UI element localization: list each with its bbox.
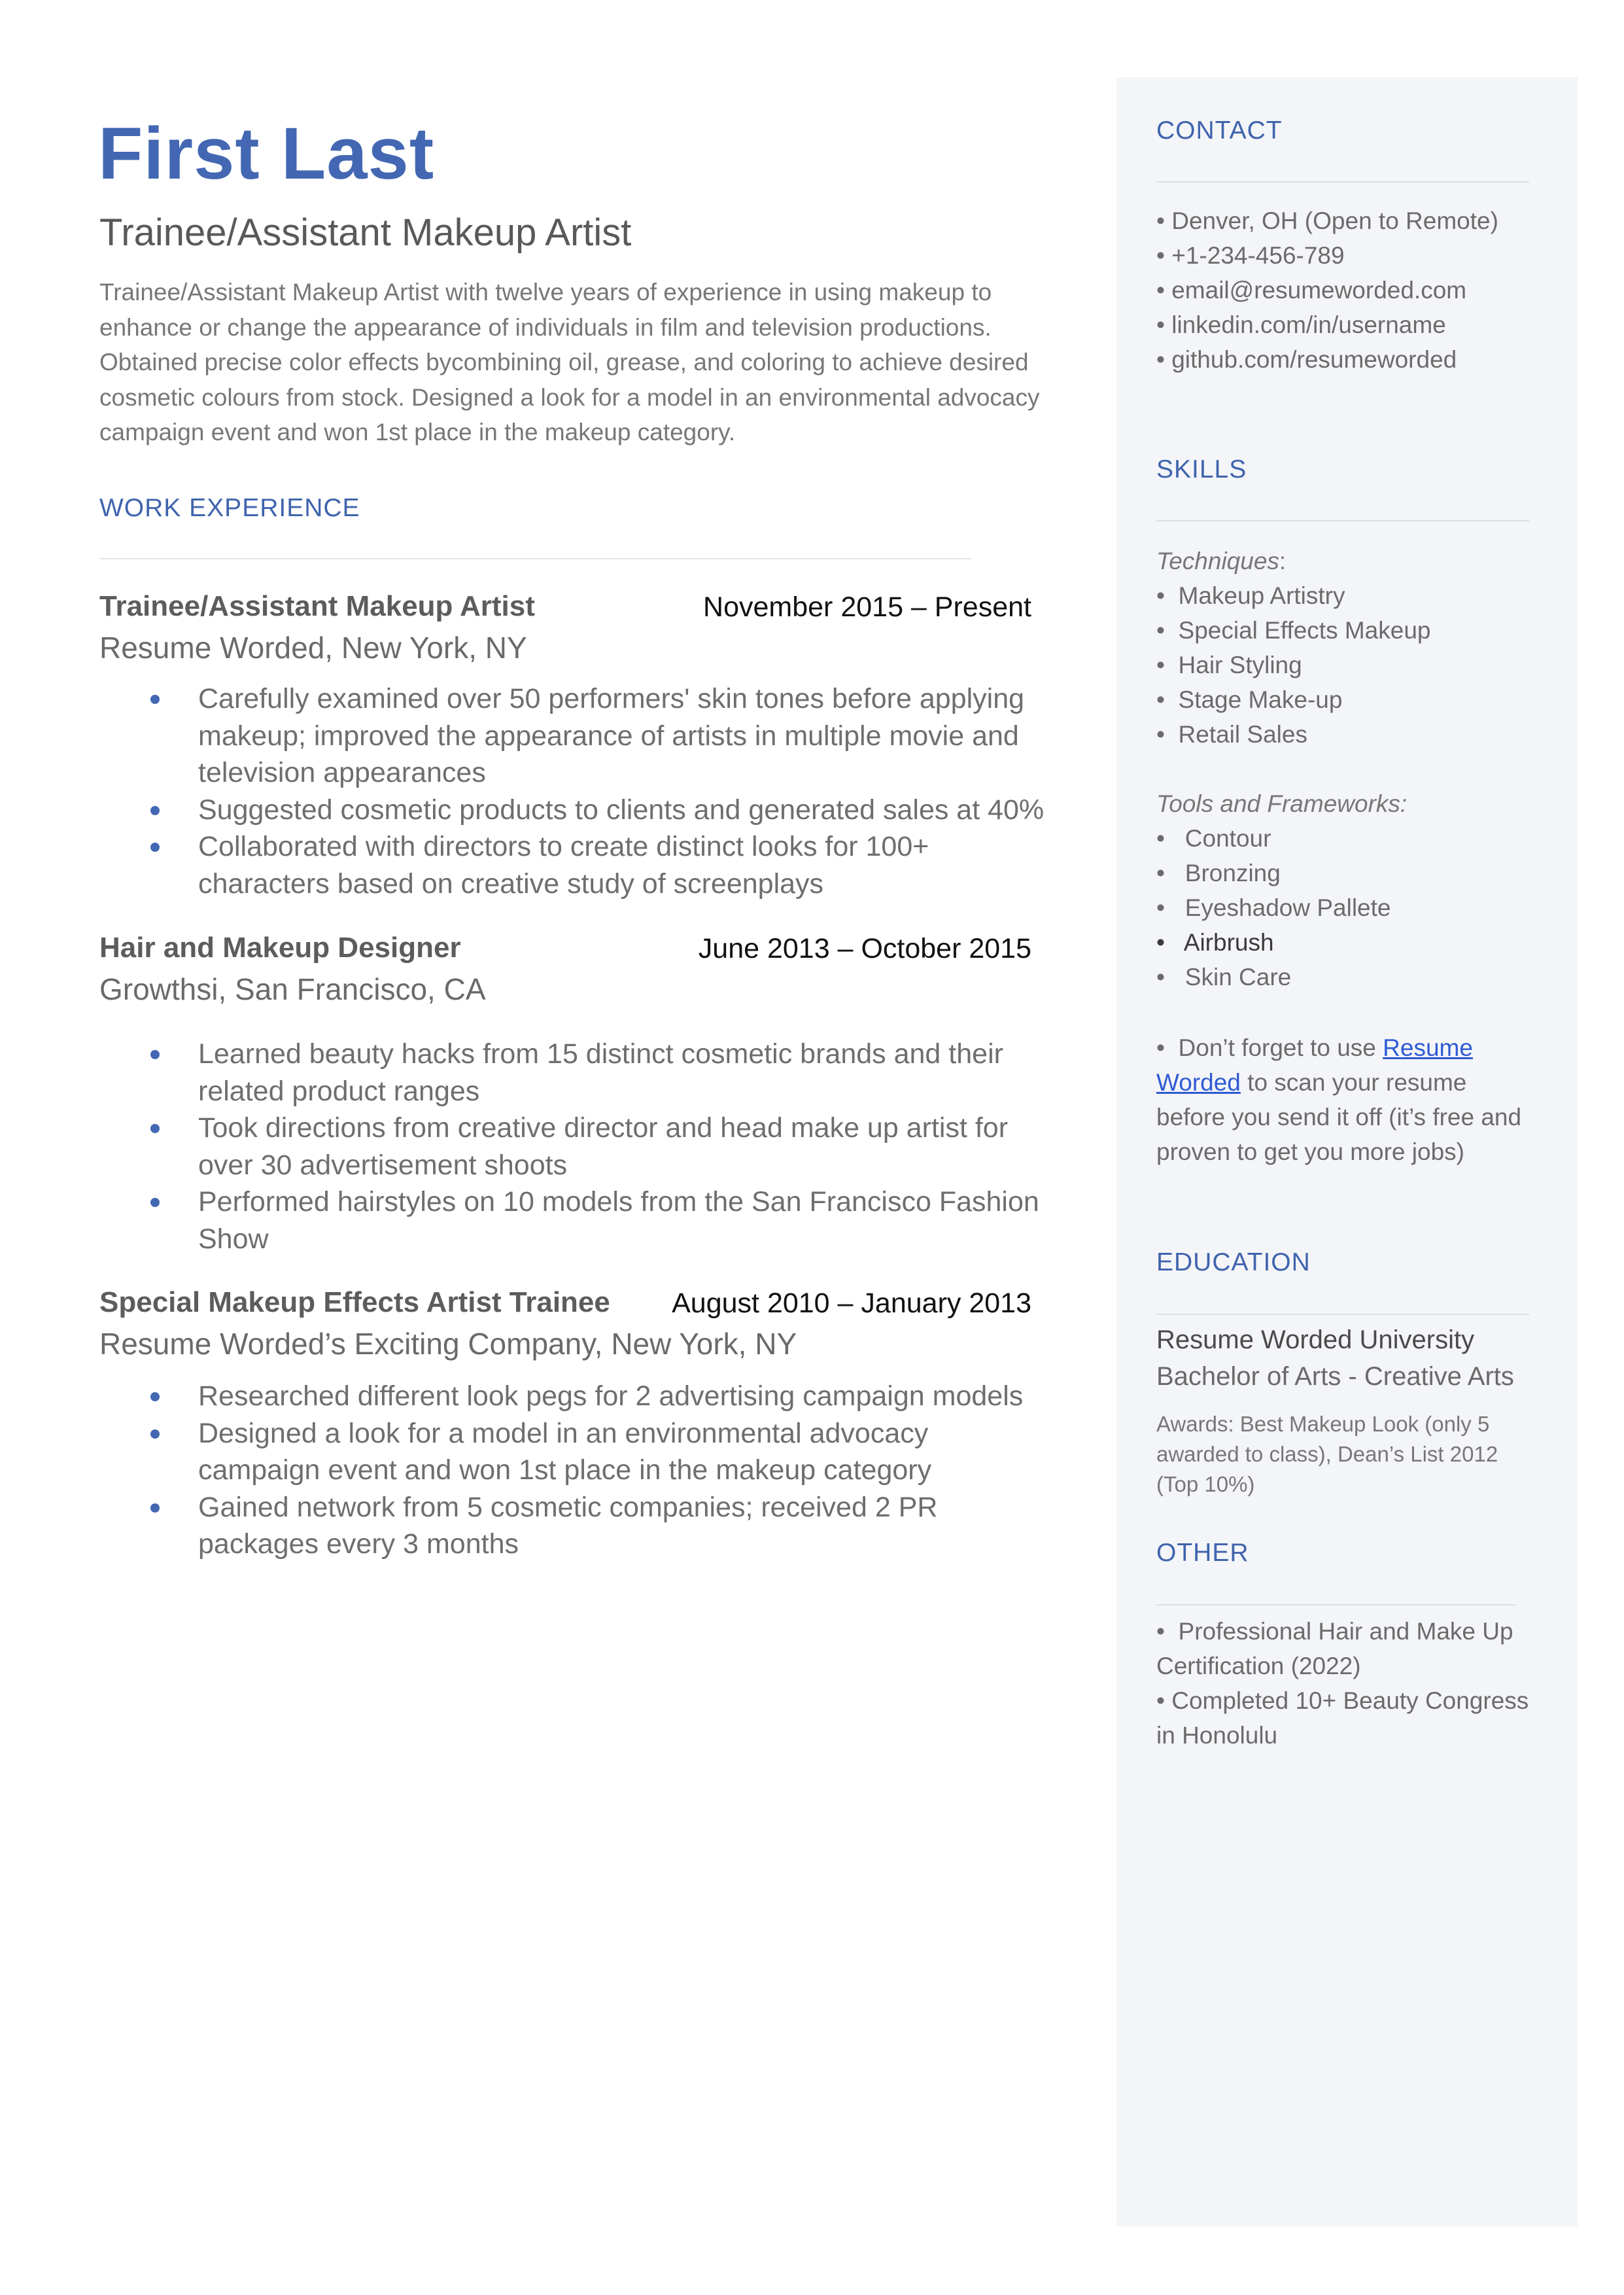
resume-worded-link[interactable]: Resume (1383, 1034, 1473, 1061)
tool-item: • Bronzing (1156, 860, 1281, 886)
skills-divider (1156, 520, 1529, 521)
resume-worded-link-cont[interactable]: Worded (1156, 1069, 1241, 1096)
list-item: Collaborated with directors to create distinct looks for 100+ characters based on creative study of screenplays (147, 828, 1056, 902)
candidate-name: First Last (98, 113, 435, 194)
job-dates: June 2013 – October 2015 (698, 933, 1031, 964)
list-item: Carefully examined over 50 performers' skin tones before applying makeup; improved the appearance of artists in multiple movie and television appearances (147, 680, 1056, 792)
job-company: Resume Worded, New York, NY (99, 631, 527, 665)
education-awards-1: Awards: Best Makeup Look (only 5 (1156, 1412, 1490, 1436)
other-heading: OTHER (1156, 1539, 1249, 1567)
education-divider (1156, 1314, 1529, 1315)
bullet-dot-icon (150, 1124, 160, 1133)
contact-heading: CONTACT (1156, 116, 1283, 145)
bullet-dot-icon (150, 1198, 160, 1207)
bullet-dot-icon (150, 1050, 160, 1059)
skill-item: • Hair Styling (1156, 652, 1302, 678)
techniques-label: Techniques: (1156, 548, 1287, 574)
other-item-2-cont: in Honolulu (1156, 1722, 1278, 1749)
tools-label: Tools and Frameworks: (1156, 790, 1408, 817)
job-bullets (147, 1378, 1056, 1563)
list-item: Learned beauty hacks from 15 distinct cosmetic brands and their related product ranges (147, 1036, 1056, 1110)
bullet-dot-icon (150, 806, 160, 815)
job-company: Resume Worded’s Exciting Company, New York, NY (99, 1327, 797, 1361)
tool-item: • Contour (1156, 825, 1271, 852)
job-dates: November 2015 – Present (703, 591, 1031, 623)
list-item: Gained network from 5 cosmetic companies; received 2 PR packages every 3 months (147, 1489, 1056, 1563)
bullet-dot-icon (150, 1429, 160, 1439)
list-item: Suggested cosmetic products to clients and generated sales at 40% (147, 792, 1056, 829)
bullet-dot-icon (150, 843, 160, 852)
contact-email[interactable]: • email@resumeworded.com (1156, 277, 1467, 304)
tip-line-1: • Don’t forget to use Resume (1156, 1034, 1473, 1061)
other-item-2: • Completed 10+ Beauty Congress (1156, 1687, 1529, 1714)
skill-item: • Makeup Artistry (1156, 582, 1345, 609)
contact-github[interactable]: • github.com/resumeworded (1156, 346, 1457, 373)
skills-heading: SKILLS (1156, 455, 1247, 483)
list-item: Performed hairstyles on 10 models from the San Francisco Fashion Show (147, 1183, 1056, 1257)
list-item: Researched different look pegs for 2 advertising campaign models (147, 1378, 1056, 1415)
skill-item: • Special Effects Makeup (1156, 617, 1431, 644)
job-title: Special Makeup Effects Artist Trainee (99, 1286, 610, 1318)
tip-line-2: Worded to scan your resume (1156, 1069, 1467, 1096)
work-divider (99, 558, 971, 559)
list-item: Designed a look for a model in an environmental advocacy campaign event and won 1st place in the makeup category (147, 1415, 1056, 1489)
list-item: Took directions from creative director and head make up artist for over 30 advertisement shoots (147, 1110, 1056, 1183)
job-bullets (147, 680, 1056, 902)
contact-location: • Denver, OH (Open to Remote) (1156, 207, 1498, 234)
tool-item: • Airbrush (1156, 929, 1274, 956)
bullet-dot-icon (150, 695, 160, 704)
job-bullets (147, 1036, 1056, 1257)
bullet-dot-icon (150, 1503, 160, 1513)
other-item-1: • Professional Hair and Make Up (1156, 1618, 1513, 1645)
education-school: Resume Worded University (1156, 1325, 1475, 1354)
tool-item: • Eyeshadow Pallete (1156, 894, 1391, 921)
other-divider (1156, 1604, 1516, 1605)
contact-divider (1156, 181, 1529, 183)
bullet-dot-icon (150, 1392, 160, 1401)
skill-item: • Retail Sales (1156, 721, 1307, 748)
contact-phone: • +1-234-456-789 (1156, 242, 1345, 269)
tip-line-3: before you send it off (it’s free and (1156, 1104, 1522, 1130)
job-dates: August 2010 – January 2013 (672, 1288, 1031, 1319)
job-title: Hair and Makeup Designer (99, 932, 461, 964)
candidate-title: Trainee/Assistant Makeup Artist (99, 211, 632, 254)
job-title: Trainee/Assistant Makeup Artist (99, 590, 535, 622)
tool-item: • Skin Care (1156, 964, 1292, 990)
tip-line-4: proven to get you more jobs) (1156, 1138, 1464, 1165)
education-awards-2: awarded to class), Dean’s List 2012 (1156, 1442, 1498, 1466)
education-heading: EDUCATION (1156, 1248, 1311, 1276)
contact-linkedin[interactable]: • linkedin.com/in/username (1156, 311, 1446, 338)
education-degree: Bachelor of Arts - Creative Arts (1156, 1362, 1514, 1391)
skill-item: • Stage Make-up (1156, 686, 1343, 713)
job-company: Growthsi, San Francisco, CA (99, 972, 486, 1006)
other-item-1-cont: Certification (2022) (1156, 1653, 1361, 1679)
summary-paragraph: Trainee/Assistant Makeup Artist with twelve years of experience in using makeup to enhance or change the appearance of individuals in film and television productions. Obtained precise color effects bycombining oil, grease, and coloring to achieve desired cosmetic colours from stock. Designed a look for a model in an environmental advocacy campaign event and won 1st place in the makeup category. (99, 279, 1040, 446)
education-awards-3: (Top 10%) (1156, 1472, 1255, 1496)
work-experience-heading: WORK EXPERIENCE (99, 494, 360, 522)
